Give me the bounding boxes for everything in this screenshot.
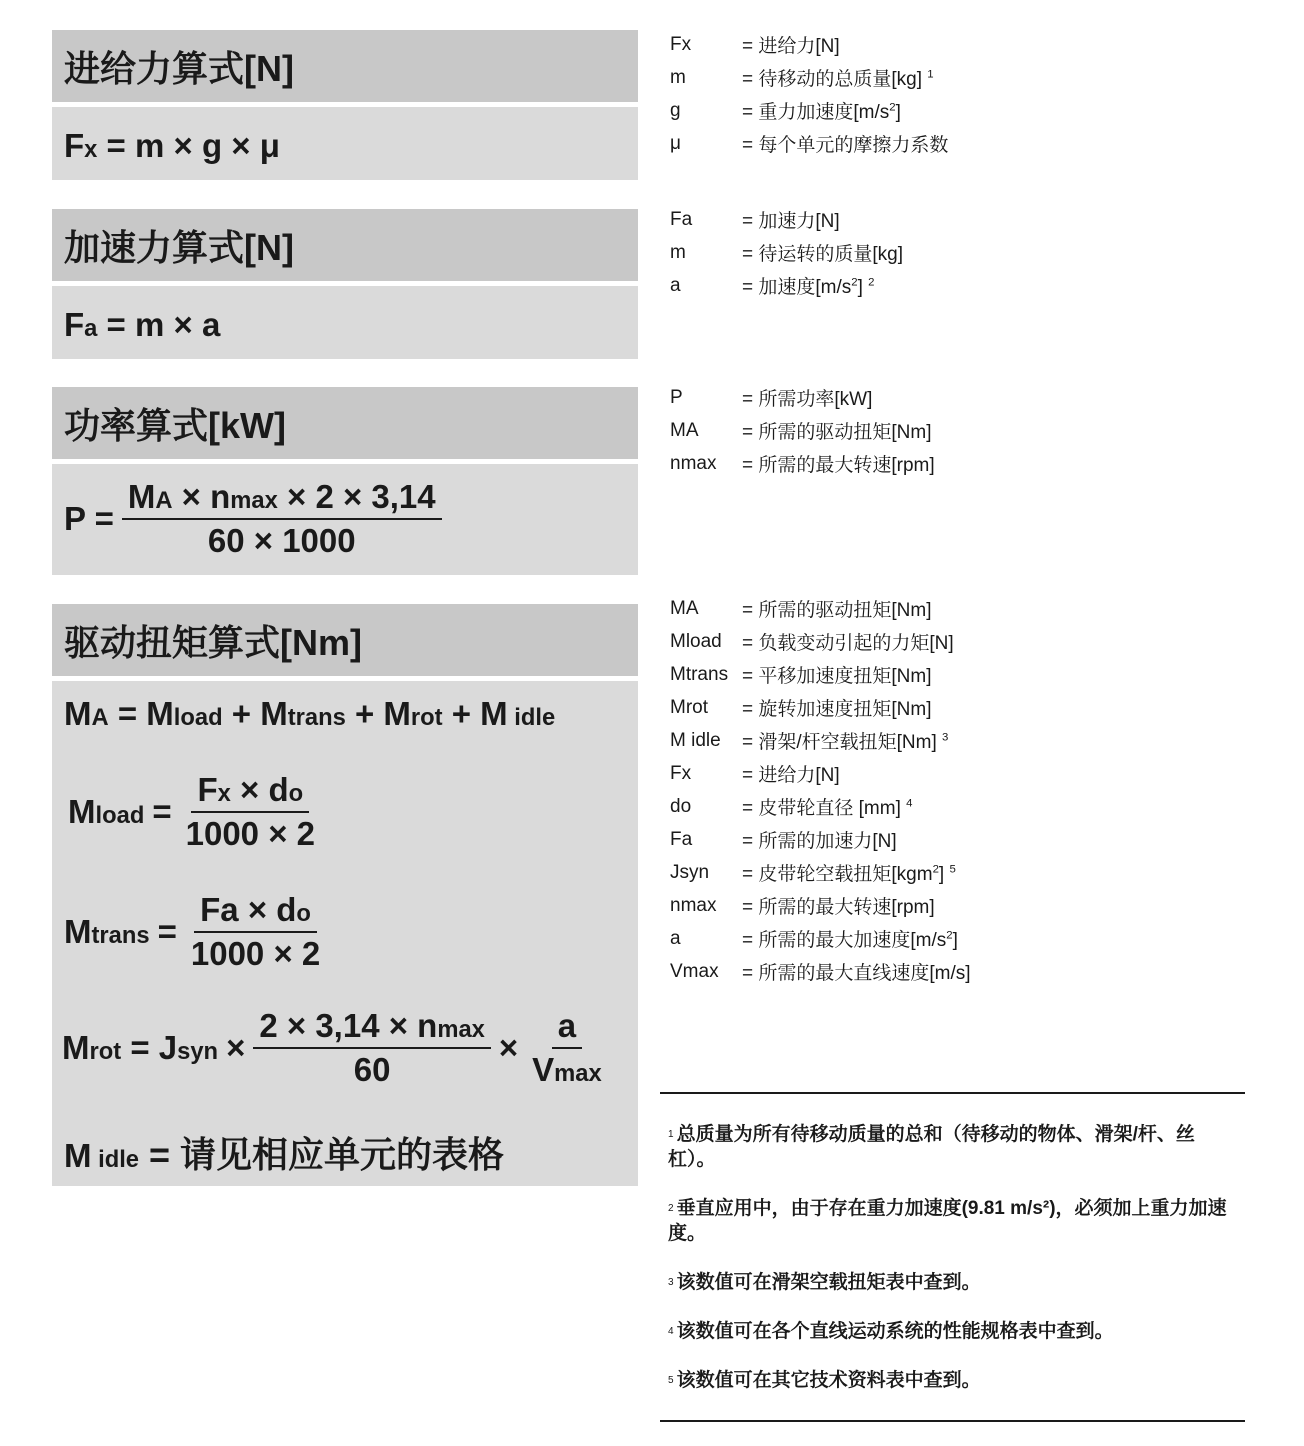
power-num-c: × 2 × 3,14 [277,478,436,515]
formula-box-feed-force [52,107,638,180]
var-row [670,658,971,691]
var-desc-text: = 皮带轮直径 [mm] [742,798,901,819]
mrot-mid-sub: syn [177,1038,219,1065]
var-row [670,823,971,856]
var-description: = 所需的加速力[N] [742,831,897,852]
accel-lhs: F [64,306,85,343]
mtrans-eq: = [157,913,177,950]
mtrans-formula [64,891,326,973]
mrot-f1-denominator: 60 [353,1051,391,1088]
var-row [670,856,971,889]
mrot-fraction-1 [253,1007,491,1089]
mload-denominator: 1000 × 2 [185,815,315,852]
power-num-a: M [127,478,156,515]
footnote-text: 该数值可在其它技术资料表中查到。 [676,1370,981,1391]
power-numerator [122,478,442,520]
tt-e-sub: idle [507,704,556,731]
midle-rhs: = 请见相应单元的表格 [139,1134,505,1175]
footnote-5 [668,1368,1228,1393]
formula-box-accel-force [52,286,638,359]
var-description: = 所需的最大转速[rpm] [742,455,935,476]
footnote-number: 5 [668,1375,674,1386]
var-description: = 所需的最大直线速度[m/s] [742,963,971,984]
footnote-ref: 2 [868,276,875,289]
var-description: = 所需功率[kW] [742,389,873,410]
var-symbol: M idle [670,729,721,751]
var-row [670,381,935,414]
feed-lhs: F [64,127,85,164]
var-symbol: nmax [670,894,717,916]
mtrans-lhs-sub: trans [91,922,150,949]
var-description: = 进给力[N] [742,765,840,786]
var-symbol: Fa [670,828,693,850]
power-num-b: × n [172,478,231,515]
feed-lhs-sub: x [84,136,98,163]
mrot-times: × [226,1029,246,1066]
mload-num-a-sub: x [217,780,231,807]
var-row [670,414,935,447]
var-desc-end: ] [938,864,945,885]
mrot-mid: = J [121,1029,178,1066]
var-symbol: μ [670,132,681,154]
footnote-ref: 5 [949,863,956,876]
power-formula [64,478,442,560]
var-desc-text: = 重力加速度[m/s [742,102,890,123]
mrot-times-2: × [498,1029,519,1066]
mload-eq: = [152,793,172,830]
tt-d: + M [345,695,411,732]
footnote-text: 该数值可在各个直线运动系统的性能规格表中查到。 [676,1321,1114,1342]
section-title-feed-force: 进给力算式[N] [52,30,638,102]
var-desc-text: = 滑架/杆空载扭矩[Nm] [742,732,937,753]
mtrans-num-a: Fa × d [200,891,297,928]
var-description [742,97,901,124]
mrot-f1-num-sub: max [437,1016,485,1043]
mrot-lhs-sub: rot [89,1038,122,1065]
tt-e: + M [442,695,508,732]
exponent: 2 [851,276,858,289]
var-desc-end: ] [895,102,901,123]
tt-b-sub: load [173,704,223,731]
mtrans-num-a-sub: o [296,900,311,927]
footnote-1 [668,1122,1228,1172]
var-description: = 所需的驱动扭矩[Nm] [742,600,932,621]
var-row [670,757,971,790]
footnote-ref: 3 [942,731,949,744]
mrot-f2-denominator [526,1049,608,1089]
mtrans-fraction [185,891,326,973]
var-row [670,236,903,269]
var-description [742,727,948,754]
var-symbol: a [670,927,681,949]
vars-accel-force [670,203,903,302]
var-description: = 旋转加速度扭矩[Nm] [742,699,932,720]
mload-lhs: M [68,793,96,830]
var-row [670,127,948,160]
footnotes-bottom-rule [660,1420,1245,1422]
var-description: = 平移加速度扭矩[Nm] [742,666,932,687]
var-symbol: MA [670,419,699,441]
tt-a-sub: A [91,704,109,731]
mload-num-a: F [197,771,218,808]
var-symbol: Fx [670,762,692,784]
var-desc-text: = 所需的最大加速度[m/s [742,930,947,951]
var-symbol: Fx [670,33,692,55]
vars-drive-torque [670,592,971,988]
footnote-number: 1 [668,1129,674,1140]
footnote-text: 总质量为所有待移动质量的总和（待移动的物体、滑架/杆、丝杠）。 [668,1124,1195,1170]
footnote-2 [668,1196,1228,1246]
var-description [742,925,958,952]
var-row [670,955,971,988]
midle-lhs: M [64,1137,92,1174]
section-title-accel-force: 加速力算式[N] [52,209,638,281]
mrot-fraction-2 [526,1007,608,1089]
mtrans-denominator: 1000 × 2 [190,935,321,972]
var-row [670,592,971,625]
footnote-text: 该数值可在滑架空载扭矩表中查到。 [676,1272,981,1293]
var-description: = 负载变动引起的力矩[N] [742,633,954,654]
footnote-number: 2 [668,1203,674,1214]
var-description: = 待运转的质量[kg] [742,244,903,265]
mload-fraction [180,771,321,853]
vars-power [670,381,935,480]
mrot-lhs: M [62,1029,90,1066]
footnote-text: 垂直应用中，由于存在重力加速度(9.81 m/s²)，必须加上重力加速度。 [668,1198,1227,1244]
footnote-3 [668,1270,1228,1295]
feed-rhs: = m × g × μ [97,127,280,164]
power-num-b-sub: max [230,487,278,514]
var-symbol: a [670,274,681,296]
var-symbol: Mload [670,630,722,652]
var-desc-end: ] [857,277,863,298]
exponent: 2 [932,863,939,876]
footnote-4 [668,1319,1228,1344]
var-description [742,793,913,820]
power-lhs: P = [64,500,114,537]
power-fraction [122,478,442,560]
var-symbol: nmax [670,452,717,474]
var-row [670,691,971,724]
var-symbol: Mrot [670,696,708,718]
formula-box-power [52,464,638,575]
var-row [670,447,935,480]
var-symbol: P [670,386,683,408]
var-row [670,269,903,302]
accel-rhs: = m × a [97,306,221,343]
mrot-formula [62,1007,608,1089]
var-symbol: m [670,66,686,88]
var-row [670,625,971,658]
var-row [670,203,903,236]
mload-num-b: × d [230,771,289,808]
var-description: = 加速力[N] [742,211,840,232]
exponent: 2 [889,101,896,114]
var-description: = 所需的驱动扭矩[Nm] [742,422,932,443]
var-symbol: Vmax [670,960,719,982]
var-description [742,859,956,886]
tt-d-sub: rot [410,704,443,731]
var-row [670,790,971,823]
var-desc-text: = 加速度[m/s [742,277,852,298]
footnote-number: 3 [668,1277,674,1288]
var-row [670,94,948,127]
var-row [670,28,948,61]
exponent: 2 [946,929,953,942]
var-row [670,922,971,955]
power-denominator: 60 × 1000 [207,522,356,559]
footnotes [668,1122,1228,1417]
tt-c: + M [222,695,288,732]
mload-num-b-sub: o [288,780,304,807]
var-description: = 进给力[N] [742,36,840,57]
accel-force-formula [64,306,220,344]
mtrans-lhs: M [64,913,92,950]
var-desc-text: = 皮带轮空载扭矩[kgm [742,864,933,885]
var-row [670,61,948,94]
var-symbol: do [670,795,692,817]
var-description [742,64,934,91]
var-description: = 每个单元的摩擦力系数 [742,135,949,156]
footnote-ref: 4 [906,797,913,810]
mload-lhs-sub: load [95,802,145,829]
section-title-power: 功率算式[kW] [52,387,638,459]
mrot-f1-num-a: 2 × 3,14 × n [259,1007,438,1044]
mload-formula [68,771,321,853]
footnote-ref: 1 [927,68,934,81]
accel-lhs-sub: a [84,315,98,342]
var-row [670,889,971,922]
var-symbol: Mtrans [670,663,729,685]
mrot-f2-numerator: a [552,1007,582,1049]
footnote-number: 4 [668,1326,674,1337]
power-num-a-sub: A [155,487,173,514]
vars-feed-force [670,28,948,160]
mrot-f2-den-sub: max [554,1060,602,1087]
var-description: = 所需的最大转速[rpm] [742,897,935,918]
var-symbol: Jsyn [670,861,710,883]
section-title-drive-torque: 驱动扭矩算式[Nm] [52,604,638,676]
tt-c-sub: trans [287,704,346,731]
var-symbol: g [670,99,681,121]
midle-lhs-sub: idle [91,1146,140,1173]
mrot-f2-den-a: V [532,1051,555,1088]
var-row [670,724,971,757]
mtrans-numerator [194,891,317,933]
midle-formula [64,1127,504,1178]
formula-box-drive-torque [52,681,638,1186]
torque-total-formula [64,695,555,733]
tt-b: = M [108,695,174,732]
mrot-f1-numerator [253,1007,491,1049]
var-desc-text: = 待移动的总质量[kg] [742,69,922,90]
var-desc-end: ] [952,930,958,951]
mload-numerator [191,771,309,813]
var-description [742,272,875,299]
var-symbol: Fa [670,208,693,230]
tt-a: M [64,695,92,732]
footnotes-top-rule [660,1092,1245,1094]
var-symbol: m [670,241,686,263]
feed-force-formula [64,127,280,165]
var-symbol: MA [670,597,699,619]
